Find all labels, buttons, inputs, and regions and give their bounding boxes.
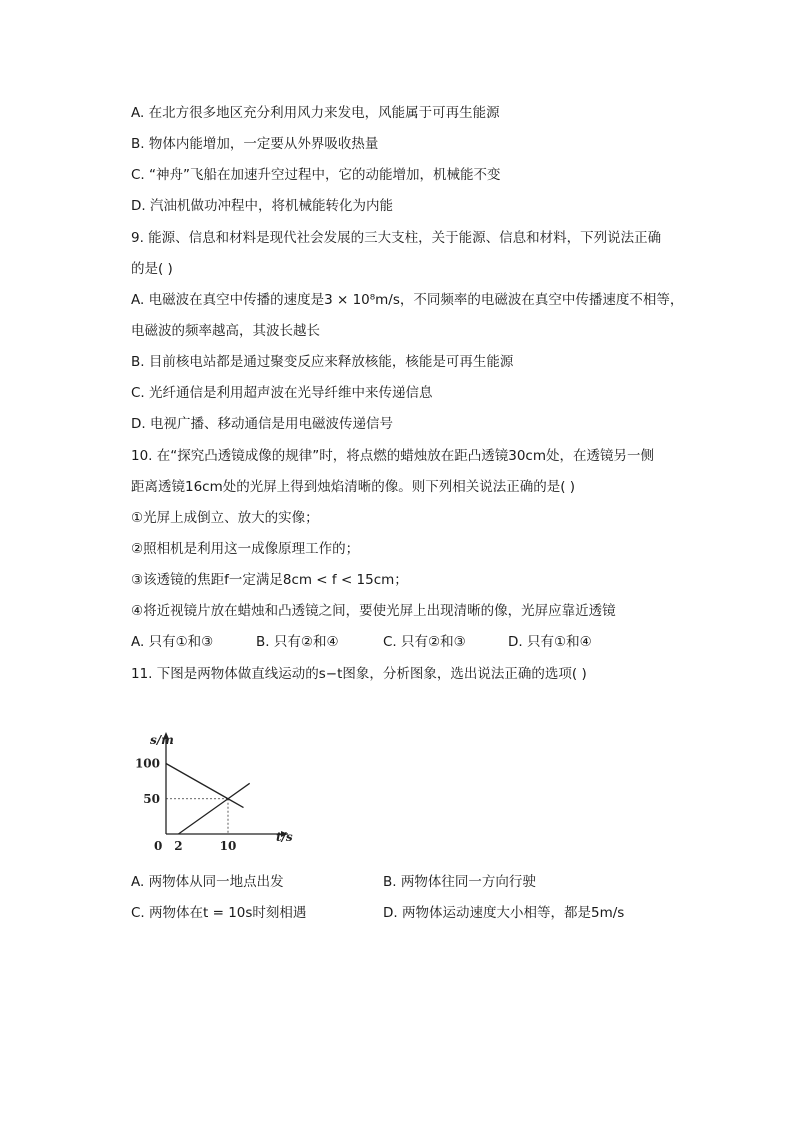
q10-statement-2: ②照相机是利用这一成像原理工作的； — [131, 541, 360, 557]
q8-option-b: B. 物体内能增加，一定要从外界吸收热量 — [131, 136, 379, 152]
q11-option-b: B. 两物体往同一方向行驶 — [383, 874, 536, 890]
st-graph — [134, 728, 300, 858]
q9-option-d: D. 电视广播、移动通信是用电磁波传递信号 — [131, 416, 393, 432]
q10-statement-1: ①光屏上成倒立、放大的实像； — [131, 510, 319, 526]
q11-option-d: D. 两物体运动速度大小相等，都是5m/s — [383, 905, 625, 921]
q11-option-c: C. 两物体在t = 10s时刻相遇 — [131, 905, 307, 921]
q10-statement-4: ④将近视镜片放在蜡烛和凸透镜之间，要使光屏上出现清晰的像，光屏应靠近透镜 — [131, 603, 616, 619]
q9-option-b: B. 目前核电站都是通过聚变反应来释放核能，核能是可再生能源 — [131, 354, 514, 370]
y-axis-label: s/m — [150, 733, 174, 747]
q10-stem-line1: 10. 在“探究凸透镜成像的规律”时，将点燃的蜡烛放在距凸透镜30cm处，在透镜另一侧 — [131, 448, 654, 464]
q10-option-c: C. 只有②和③ — [383, 634, 466, 650]
y-tick-label: 50 — [143, 791, 160, 806]
q8-option-a: A. 在北方很多地区充分利用风力来发电，风能属于可再生能源 — [131, 105, 500, 121]
q9-option-a-line1: A. 电磁波在真空中传播的速度是3 × 10⁸m/s，不同频率的电磁波在真空中传播速度不相等， — [131, 292, 684, 308]
y-tick-label: 100 — [134, 756, 160, 771]
q9-stem-line1: 9. 能源、信息和材料是现代社会发展的三大支柱，关于能源、信息和材料，下列说法正确 — [131, 230, 662, 246]
q10-option-a: A. 只有①和③ — [131, 634, 214, 650]
q8-option-c: C. “神舟”飞船在加速升空过程中，它的动能增加，机械能不变 — [131, 167, 501, 183]
q9-stem-line2: 的是( ) — [131, 261, 173, 277]
x-axis-label: t/s — [276, 830, 293, 844]
q9-option-a-line2: 电磁波的频率越高，其波长越长 — [131, 323, 320, 339]
q11-stem: 11. 下图是两物体做直线运动的s−t图象，分析图象，选出说法正确的选项( ) — [131, 666, 587, 682]
x-tick-label: 0 — [154, 839, 163, 853]
x-tick-label: 10 — [219, 839, 237, 853]
series-line-1 — [166, 764, 244, 808]
q10-option-d: D. 只有①和④ — [508, 634, 592, 650]
q8-option-d: D. 汽油机做功冲程中，将机械能转化为内能 — [131, 198, 393, 214]
q11-option-a: A. 两物体从同一地点出发 — [131, 874, 284, 890]
q10-statement-3: ③该透镜的焦距f一定满足8cm < f < 15cm； — [131, 572, 408, 588]
x-tick-label: 2 — [174, 839, 183, 853]
q9-option-c: C. 光纤通信是利用超声波在光导纤维中来传递信息 — [131, 385, 433, 401]
q10-stem-line2: 距离透镜16cm处的光屏上得到烛焰清晰的像。则下列相关说法正确的是( ) — [131, 479, 576, 495]
q10-option-b: B. 只有②和④ — [256, 634, 339, 650]
